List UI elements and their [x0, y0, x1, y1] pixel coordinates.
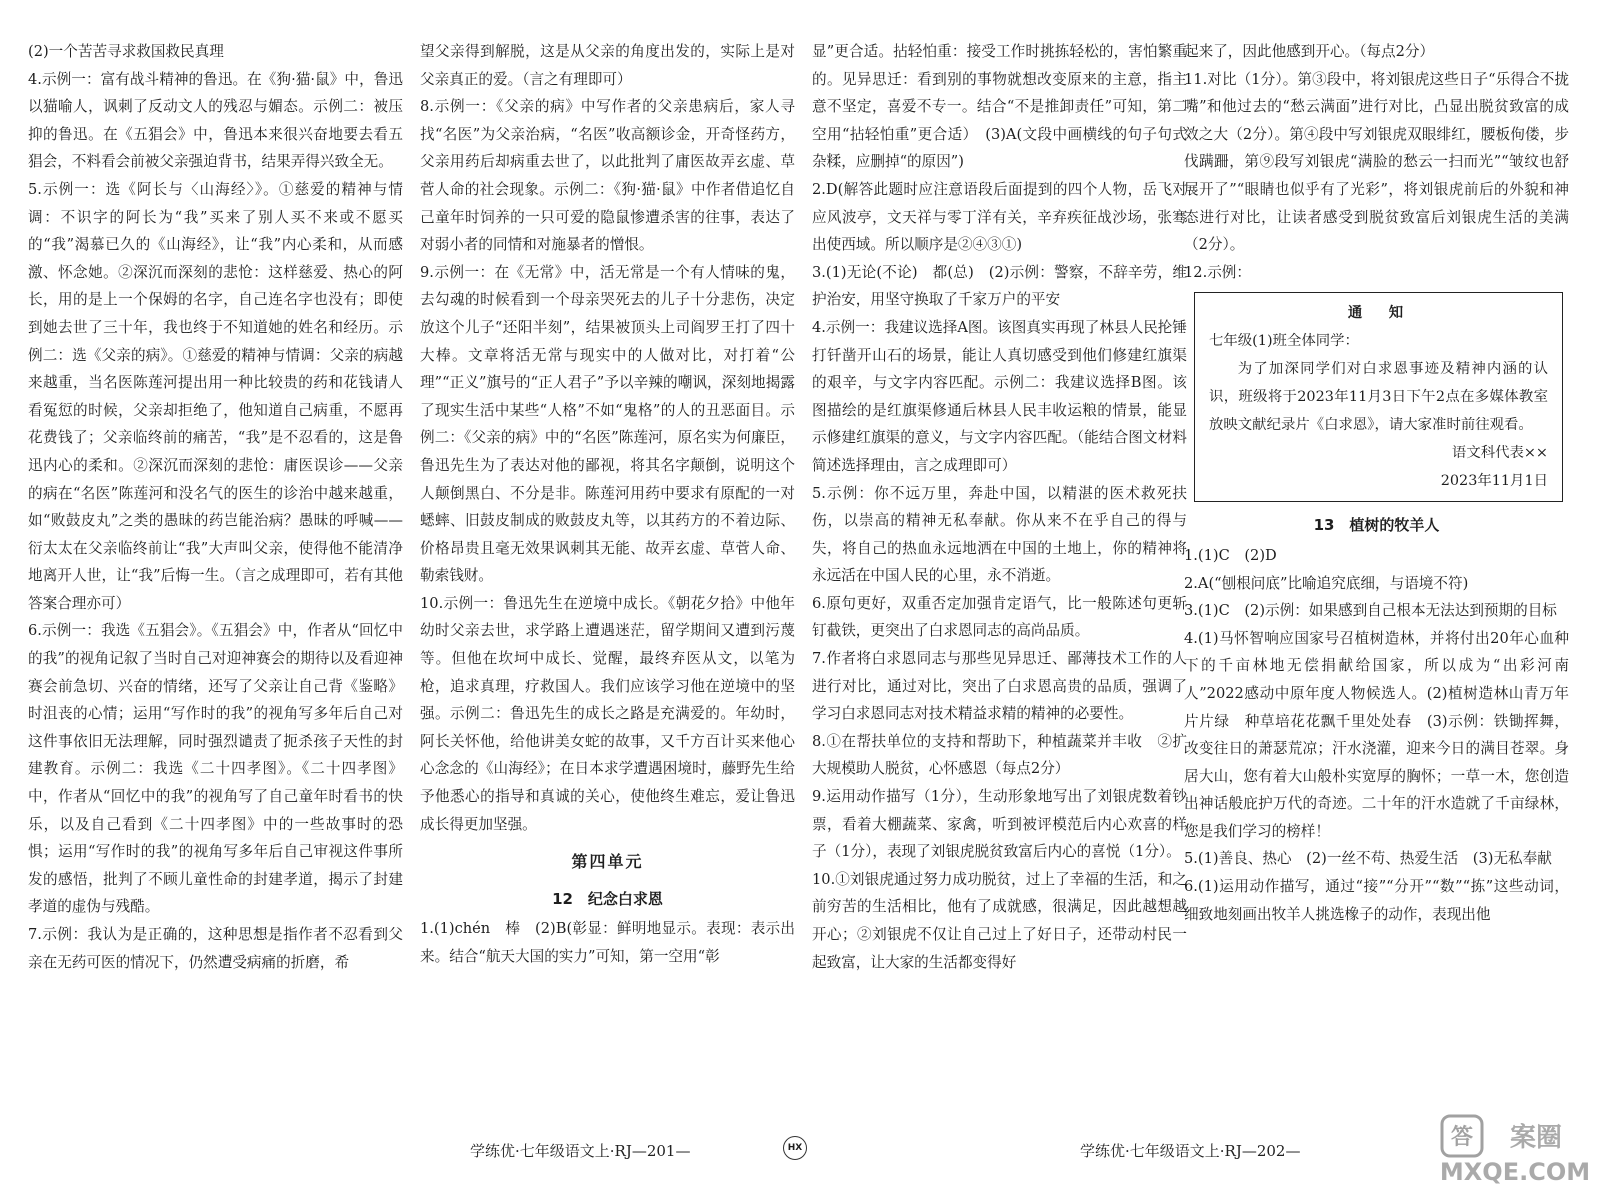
answer-paragraph: 10.①刘银虎通过努力成功脱贫，过上了幸福的生活，和之前穷苦的生活相比，他有了成就感，很满足，因此越想越开心；②刘银虎不仅让自己过上了好日子，还带动村民一起致富，让大家的生活都变得好	[812, 870, 1187, 971]
answer-paragraph: 3.(1)C (2)示例：如果感到自己根本无法达到预期的目标	[1184, 602, 1557, 620]
answer-paragraph: 10.示例一：鲁迅先生在逆境中成长。《朝花夕拾》中他年幼时父亲去世，求学路上遭遇迷茫，留学期间又遭到污蔑等。但他在坎坷中成长、觉醒，最终弃医从文，以笔为枪，追求真理，疗救国人。我们应该学习他在逆境中的坚强。示例二：鲁迅先生的成长之路是充满爱的。年幼时，阿长关怀他，给他讲美女蛇的故事，又千方百计买来他心心念念的《山海经》；在日本求学遭遇困境时，藤野先生给予他悉心的指导和真诚的关心，使他终生难忘，爱让鲁迅成长得更加坚强。	[420, 594, 795, 833]
answer-paragraph: 6.示例一：我选《五猖会》。《五猖会》中，作者从“回忆中的我”的视角记叙了当时自己对迎神赛会的期待以及看迎神赛会前急切、兴奋的情绪，还写了父亲让自己背《鉴略》时沮丧的心情；运用“写作时的我”的视角写多年后自己对这件事依旧无法理解，同时强烈谴责了扼杀孩子天性的封建教育。示例二：我选《二十四孝图》。《二十四孝图》中，作者从“回忆中的我”的视角写了自己童年时看书的快乐，以及自己看到《二十四孝图》中的一些故事时的恐惧；运用“写作时的我”的视角写多年后自己审视这件事所发的感悟，批判了不顾儿童性命的封建孝道，揭示了封建孝道的虚伪与残酷。	[28, 622, 403, 916]
answer-paragraph: 2.D(解答此题时应注意语段后面提到的四个人物，岳飞对应风波亭，文天祥与零丁洋有关，辛弃疾征战沙场，张骞出使西域。所以顺序是②④③①)	[812, 180, 1187, 254]
notice-body: 为了加深同学们对白求恩事迹及精神内涵的认识，班级将于2023年11月3日下午2点在多媒体教室放映文献纪录片《白求恩》，请大家准时前往观看。	[1209, 361, 1548, 434]
svg-text:案圈: 案圈	[1509, 1123, 1563, 1153]
answer-paragraph: 4.示例一：富有战斗精神的鲁迅。在《狗·猫·鼠》中，鲁迅以猫喻人，讽刺了反动文人的残忍与媚态。示例二：被压抑的鲁迅。在《五猖会》中，鲁迅本来很兴奋地要去看五猖会，不料看会前被父亲强迫背书，结果弄得兴致全无。	[28, 70, 403, 171]
answer-paragraph: 5.示例一：选《阿长与〈山海经〉》。①慈爱的精神与情调：不识字的阿长为“我”买来了别人买不来或不愿买的“我”渴慕已久的《山海经》，让“我”内心柔和，从而感激、怀念她。②深沉而深刻的悲怆：这样慈爱、热心的阿长，用的是上一个保姆的名字，自己连名字也没有；即使到她去世了三十年，我也终于不知道她的姓名和经历。示例二：选《父亲的病》。①慈爱的精神与情调：父亲的病越来越重，当名医陈莲河提出用一种比较贵的药和花钱请人看冤愆的时候，父亲却拒绝了，他知道自己病重，不愿再花费钱了；父亲临终前的痛苦，“我”是不忍看的，这是鲁迅内心的柔和。②深沉而深刻的悲怆：庸医误诊——父亲的病在“名医”陈莲河和没名气的医生的诊治中越来越重，如“败鼓皮丸”之类的愚昧的药岂能治病？愚昧的呼喊——衍太太在父亲临终前让“我”大声叫父亲，使得他不能清净地离开人世，让“我”后悔一生。（言之成理即可，若有其他答案合理亦可）	[28, 180, 403, 612]
answer-paragraph: 1.(1)C (2)D	[1184, 546, 1277, 564]
column-1	[28, 38, 403, 1128]
answer-paragraph: 9.示例一：在《无常》中，活无常是一个有人情味的鬼，去勾魂的时候看到一个母亲哭死去的儿子十分悲伤，决定放这个儿子“还阳半刻”，结果被顶头上司阎罗王打了四十大棒。文章将活无常与现实中的人做对比，对打着“公理”“正义”旗号的“正人君子”予以辛辣的嘲讽，深刻地揭露了现实生活中某些“人格”不如“鬼格”的人的丑恶面目。示例二：《父亲的病》中的“名医”陈莲河，原名实为何廉臣，鲁迅先生为了表达对他的鄙视，将其名字颠倒，说明这个人颠倒黑白、不分是非。陈莲河用药中要求有原配的一对蟋蟀、旧鼓皮制成的败鼓皮丸等，以其药方的不着边际、价格昂贵且毫无效果讽刺其无能、故弄玄虚、草菅人命、勒索钱财。	[420, 263, 795, 585]
answer-paragraph: 6.(1)运用动作描写，通过“接”“分开”“数”“拣”这些动词，细致地刻画出牧羊人挑选橡子的动作，表现出他	[1184, 878, 1569, 923]
answer-paragraph: 5.示例：你不远万里，奔赴中国，以精湛的医术救死扶伤，以崇高的精神无私奉献。你从来不在乎自己的得与失，将自己的热血永远地洒在中国的土地上，你的精神将永远活在中国人民的心里，永不消逝。	[812, 484, 1187, 585]
answer-paragraph: 11.对比（1分）。第③段中，将刘银虎这些日子“乐得合不拢嘴”和他过去的“愁云满面”进行对比，凸显出脱贫致富的成效之大（2分）。第④段中写刘银虎双眼绯红，腰板佝偻，步伐蹒跚，第⑨段写刘银虎“满脸的愁云一扫而光”“皱纹也舒展开了”“眼睛也似乎有了光彩”，将刘银虎前后的外貌和神态进行对比，让读者感受到脱贫致富后刘银虎生活的美满（2分）。	[1184, 70, 1569, 254]
notice-signature: 语文科代表××	[1451, 445, 1548, 462]
answer-paragraph: 6.原句更好，双重否定加强肯定语气，比一般陈述句更斩钉截铁，更突出了白求恩同志的高尚品质。	[812, 594, 1187, 640]
answer-paragraph: 4.示例一：我建议选择A图。该图真实再现了林县人民抡锤打钎凿开山石的场景，能让人真切感受到他们修建红旗渠的艰辛，与文字内容匹配。示例二：我建议选择B图。该图描绘的是红旗渠修通后林县人民丰收运粮的情景，能显示修建红旗渠的意义，与文字内容匹配。（能结合图文材料简述选择理由，言之成理即可）	[812, 318, 1187, 474]
column-4	[1184, 38, 1569, 1128]
answer-paragraph: 7.作者将白求恩同志与那些见异思迁、鄙薄技术工作的人进行对比，通过对比，突出了白求恩高贵的品质，强调了学习白求恩同志对技术精益求精的精神的必要性。	[812, 650, 1187, 723]
lesson-heading: 12 纪念白求恩	[552, 889, 663, 908]
footer-right-page-number: 学练优·七年级语文上·RJ—202—	[1080, 1142, 1301, 1160]
publisher-logo-icon: HX	[783, 1136, 807, 1160]
footer-left-page-number: 学练优·七年级语文上·RJ—201—	[470, 1142, 691, 1160]
answer-paragraph: 显”更合适。拈轻怕重：接受工作时挑拣轻松的，害怕繁重的。见异思迁：看到别的事物就想改变原来的主意，指主意不坚定，喜爱不专一。结合“不是推卸责任”可知，第二空用“拈轻怕重”更合适） (3)A(文段中画横线的句子句式杂糅，应删掉“的原因”)	[812, 43, 1187, 171]
answer-paragraph: 7.示例：我认为是正确的，这种思想是指作者不忍看到父亲在无药可医的情况下，仍然遭受病痛的折磨，希	[28, 926, 403, 971]
column-3	[812, 38, 1187, 1128]
answer-paragraph: 3.(1)无论(不论) 都(总) (2)示例：警察，不辞辛劳，维护治安，用坚守换取了千家万户的平安	[812, 263, 1187, 309]
column-2	[420, 38, 795, 1128]
answer-paragraph: 1.(1)chén 棒 (2)B(彰显：鲜明地显示。表现：表示出来。结合“航天大国的实力”可知，第一空用“彰	[420, 920, 795, 965]
lesson-heading: 13 植树的牧羊人	[1313, 516, 1440, 535]
watermark-logo-icon	[1440, 1112, 1590, 1188]
answer-paragraph: 8.①在帮扶单位的支持和帮助下，种植蔬菜并丰收 ②扩大规模助人脱贫，心怀感恩（每点2分）	[812, 732, 1187, 778]
answer-paragraph: 起来了，因此他感到开心。（每点2分）	[1184, 43, 1435, 60]
answer-paragraph: 望父亲得到解脱，这是从父亲的角度出发的，实际上是对父亲真正的爱。（言之有理即可）	[420, 43, 795, 88]
answer-paragraph: 8.示例一：《父亲的病》中写作者的父亲患病后，家人寻找“名医”为父亲治病，“名医”收高额诊金，开奇怪药方，父亲用药后却病重去世了，以此批判了庸医故弄玄虚、草菅人命的社会现象。示例二：《狗·猫·鼠》中作者借追忆自己童年时饲养的一只可爱的隐鼠惨遭杀害的往事，表达了对弱小者的同情和对施暴者的憎恨。	[420, 98, 795, 254]
unit-heading: 第四单元	[571, 852, 644, 872]
answer-paragraph: (2)一个苦苦寻求救国救民真理	[28, 43, 224, 60]
answer-paragraph: 2.A(“刨根问底”比喻追究底细，与语境不符)	[1184, 574, 1469, 592]
answer-paragraph: 9.运用动作描写（1分），生动形象地写出了刘银虎数着钞票，看着大棚蔬菜、家禽，听到被评模范后内心欢喜的样子（1分），表现了刘银虎脱贫致富后内心的喜悦（1分）。	[812, 788, 1187, 861]
answer-paragraph: 12.示例：	[1184, 263, 1251, 281]
svg-text:答: 答	[1450, 1125, 1474, 1150]
answer-paragraph: 4.(1)马怀智响应国家号召植树造林，并将付出20年心血种下的千亩林地无偿捐献给国家，所以成为“出彩河南人”2022感动中原年度人物候选人。(2)植树造林山青万年片片绿 种草培花花飘千里处处春 (3)示例：铁锄挥舞，改变往日的萧瑟荒凉；汗水浇灌，迎来今日的满目苍翠。身居大山，您有着大山般朴实宽厚的胸怀；一草一木，您创造出神话般庇护万代的奇迹。二十年的汗水造就了千亩绿林，您是我们学习的榜样！	[1184, 629, 1569, 840]
svg-text:MXQE.COM: MXQE.COM	[1440, 1158, 1590, 1186]
notice-title: 通 知	[1347, 304, 1410, 322]
notice-box	[1194, 292, 1563, 502]
notice-greeting: 七年级(1)班全体同学：	[1209, 333, 1359, 350]
notice-date: 2023年11月1日	[1440, 473, 1548, 490]
answer-paragraph: 5.(1)善良、热心 (2)一丝不苟、热爱生活 (3)无私奉献	[1184, 850, 1552, 868]
